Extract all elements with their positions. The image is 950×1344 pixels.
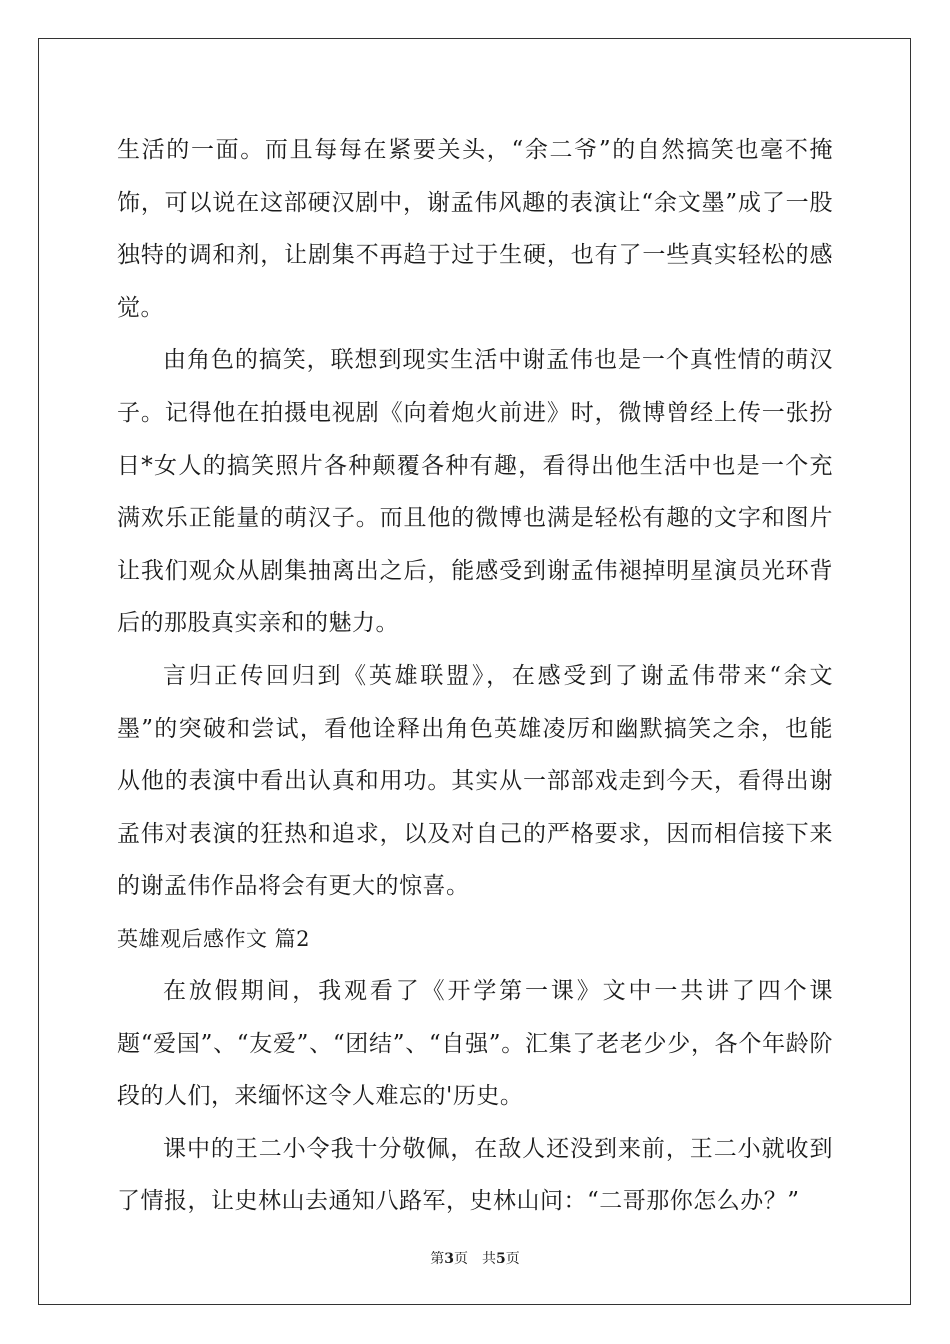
paragraph: 言归正传回归到《英雄联盟》，在感受到了谢孟伟带来“余文墨”的突破和尝试，看他诠释出角色英雄凌厉和幽默搞笑之余，也能从他的表演中看出认真和用功。其实从一部部戏走到今天，看得出谢孟伟对表演的狂热和追求，以及对自己的严格要求，因而相信接下来的谢孟伟作品将会有更大的惊喜。 [117, 662, 833, 900]
paragraph: 由角色的搞笑，联想到现实生活中谢孟伟也是一个真性情的萌汉子。记得他在拍摄电视剧《向着炮火前进》时，微博曾经上传一张扮日*女人的搞笑照片各种颠覆各种有趣，看得出他生活中也是一个充满欢乐正能量的萌汉子。而且他的微博也满是轻松有趣的文字和图片让我们观众从剧集抽离出之后，能感受到谢孟伟褪掉明星演员光环背后的那股真实亲和的魅力。 [117, 347, 833, 637]
paragraph: 在放假期间，我观看了《开学第一课》文中一共讲了四个课题“爱国”、“友爱”、“团结”、“自强”。汇集了老老少少，各个年龄阶段的人们，来缅怀这令人难忘的'历史。 [117, 977, 833, 1110]
page-total: 共5页 [482, 1251, 520, 1267]
paragraph: 课中的王二小令我十分敬佩，在敌人还没到来前，王二小就收到了情报，让史林山去通知八路军，史林山问：“二哥那你怎么办？” [117, 1135, 833, 1215]
page-footer [0, 1248, 950, 1268]
document-body [117, 124, 833, 1228]
section-heading: 英雄观后感作文 篇2 [117, 926, 311, 951]
page-number: 第3页 [430, 1251, 468, 1267]
paragraph-continuation: 生活的一面。而且每每在紧要关头，“余二爷”的自然搞笑也毫不掩饰，可以说在这部硬汉剧中，谢孟伟风趣的表演让“余文墨”成了一股独特的调和剂，让剧集不再趋于过于生硬，也有了一些真实轻松的感觉。 [117, 137, 833, 321]
